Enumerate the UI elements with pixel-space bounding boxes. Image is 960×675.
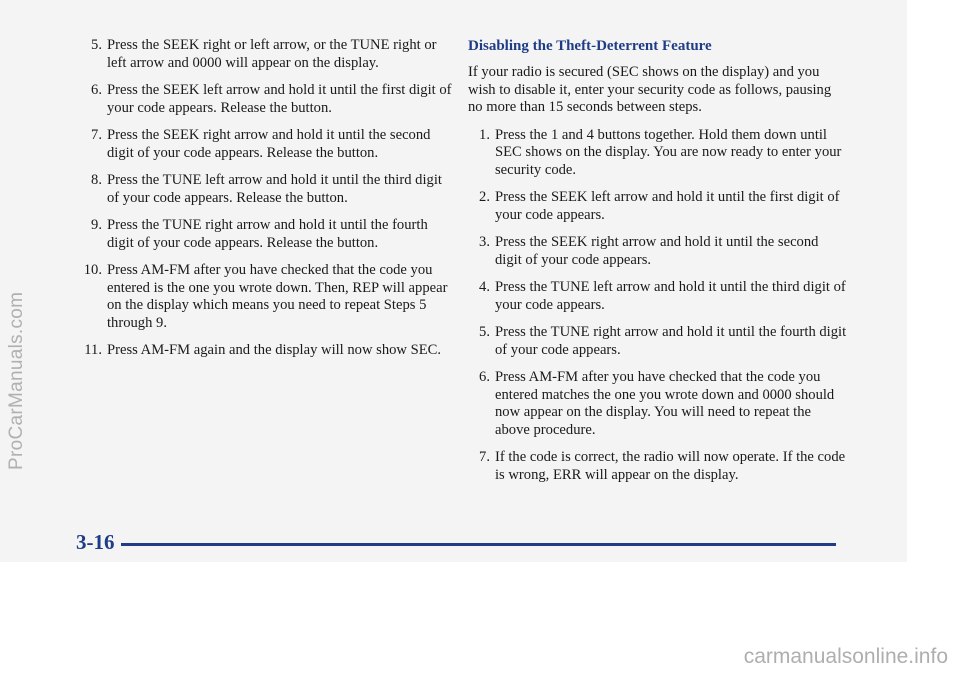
step-number: 6. [479, 369, 490, 385]
section-heading: Disabling the Theft-Deterrent Feature [468, 38, 712, 54]
step-text: Press AM-FM after you have checked that the code you entered matches the one you wrote down and 0000 should now appear on the display. You will need to repeat the above procedure. [495, 369, 835, 438]
list-item [468, 127, 848, 180]
page-footer [76, 530, 836, 555]
list-item [80, 37, 455, 72]
step-number: 10. [83, 262, 102, 278]
list-item [80, 262, 455, 332]
right-column [468, 37, 848, 494]
step-text: Press the SEEK right or left arrow, or the TUNE right or left arrow and 0000 will appear on the display. [107, 37, 437, 71]
step-text: Press the TUNE left arrow and hold it until the third digit of your code appears. Release the button. [107, 172, 442, 206]
step-text: Press AM-FM again and the display will now show SEC. [107, 342, 442, 358]
step-number: 1. [479, 126, 490, 143]
step-number: 5. [91, 37, 102, 53]
list-item [80, 127, 455, 162]
step-text: Press AM-FM after you have checked that the code you entered is the one you wrote down. Then, REP will appear on the display which means you need to repeat Steps 5 through 9. [107, 262, 448, 331]
list-item [468, 279, 848, 314]
page-number: 3-16 [76, 530, 115, 554]
step-text: Press the TUNE left arrow and hold it until the third digit of your code appears. [495, 279, 846, 313]
intro-paragraph: If your radio is secured (SEC shows on the display) and you wish to disable it, enter your security code as follows, pausing no more than 15 seconds between steps. [468, 64, 832, 115]
step-number: 3. [479, 234, 490, 250]
list-item [468, 449, 848, 484]
left-column [80, 37, 455, 370]
step-number: 7. [479, 449, 490, 465]
step-text: Press the TUNE right arrow and hold it until the fourth digit of your code appears. [495, 324, 847, 358]
step-text: Press the SEEK right arrow and hold it until the second digit of your code appears. [495, 234, 819, 268]
step-text: Press the 1 and 4 buttons together. Hold them down until SEC shows on the display. You are now ready to enter your security code. [495, 126, 842, 178]
list-item [468, 369, 848, 439]
step-text: Press the TUNE right arrow and hold it until the fourth digit of your code appears. Release the button. [107, 217, 428, 251]
list-item [80, 172, 455, 207]
list-item [468, 234, 848, 269]
side-watermark: ProCarManuals.com [6, 291, 27, 470]
bottom-watermark: carmanualsonline.info [743, 645, 948, 668]
step-text: Press the SEEK right arrow and hold it until the second digit of your code appears. Release the button. [107, 127, 431, 161]
step-text: Press the SEEK left arrow and hold it until the first digit of your code appears. [495, 189, 840, 223]
list-item [80, 342, 455, 360]
step-text: Press the SEEK left arrow and hold it until the first digit of your code appears. Release the button. [107, 82, 452, 116]
footer-rule [121, 543, 837, 546]
step-number: 8. [91, 172, 102, 188]
list-item [80, 217, 455, 252]
step-number: 2. [479, 189, 490, 205]
list-item [468, 189, 848, 224]
step-number: 5. [479, 324, 490, 340]
step-number: 7. [91, 127, 102, 143]
step-text: If the code is correct, the radio will now operate. If the code is wrong, ERR will appear on the display. [495, 449, 846, 483]
list-item [468, 324, 848, 359]
step-number: 6. [91, 82, 102, 98]
step-number: 4. [479, 279, 490, 295]
list-item [80, 82, 455, 117]
step-number: 11. [84, 342, 102, 358]
step-number: 9. [91, 217, 102, 233]
